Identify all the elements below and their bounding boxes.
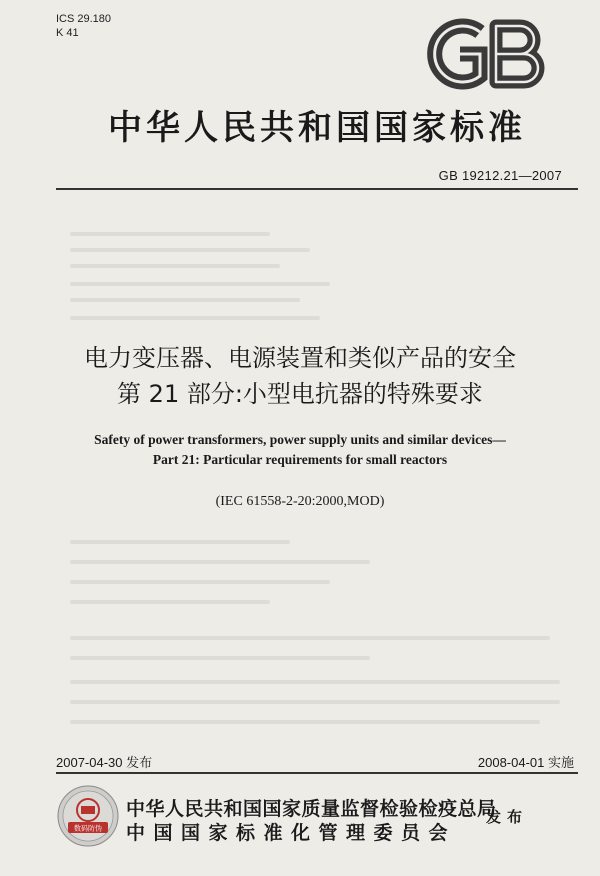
ics-code: ICS 29.180: [56, 13, 112, 25]
standard-category-heading: 中华人民共和国国家标准: [108, 108, 526, 148]
iec-reference: (IEC 61558-2-20:2000,MOD): [215, 494, 385, 509]
standard-number: GB 19212.21—2007: [438, 168, 562, 183]
bleed-through-texture: [70, 316, 320, 320]
bleed-through-texture: [70, 636, 550, 640]
issuer-aqsiq: 中华人民共和国国家质量监督检验检疫总局: [126, 798, 497, 820]
bleed-through-texture: [70, 282, 330, 286]
bleed-through-texture: [70, 580, 330, 584]
bleed-through-texture: [70, 720, 540, 724]
issuer-sac: 中国国家标准化管理委员会: [126, 822, 457, 844]
bleed-through-texture: [70, 232, 270, 236]
title-cn-line2: 第 21 部分:小型电抗器的特殊要求: [117, 380, 483, 408]
title-en-line2: Part 21: Particular requirements for small reactors: [152, 452, 448, 467]
title-cn-line1: 电力变压器、电源装置和类似产品的安全: [84, 344, 516, 372]
issue-date: 2007-04-30 发布: [56, 755, 153, 770]
bleed-through-texture: [70, 700, 560, 704]
bleed-through-texture: [70, 680, 560, 684]
bleed-through-texture: [70, 248, 310, 252]
ccs-code: K 41: [56, 27, 79, 39]
bleed-through-texture: [70, 600, 270, 604]
bleed-through-texture: [70, 298, 300, 302]
top-divider: [56, 188, 578, 190]
title-en-line1: Safety of power transformers, power supply units and similar devices—: [94, 432, 506, 447]
anti-counterfeit-seal-icon: [56, 784, 120, 848]
classification-codes: [56, 12, 111, 40]
bleed-through-texture: [70, 540, 290, 544]
implementation-date: 2008-04-01 实施: [477, 755, 574, 770]
gb-logo-icon: [420, 18, 550, 90]
bleed-through-texture: [70, 656, 370, 660]
seal-text: 数码防伪: [74, 824, 102, 833]
bottom-divider: [56, 772, 578, 774]
bleed-through-texture: [70, 264, 280, 268]
bleed-through-texture: [70, 560, 370, 564]
publish-label: 发布: [486, 808, 529, 826]
